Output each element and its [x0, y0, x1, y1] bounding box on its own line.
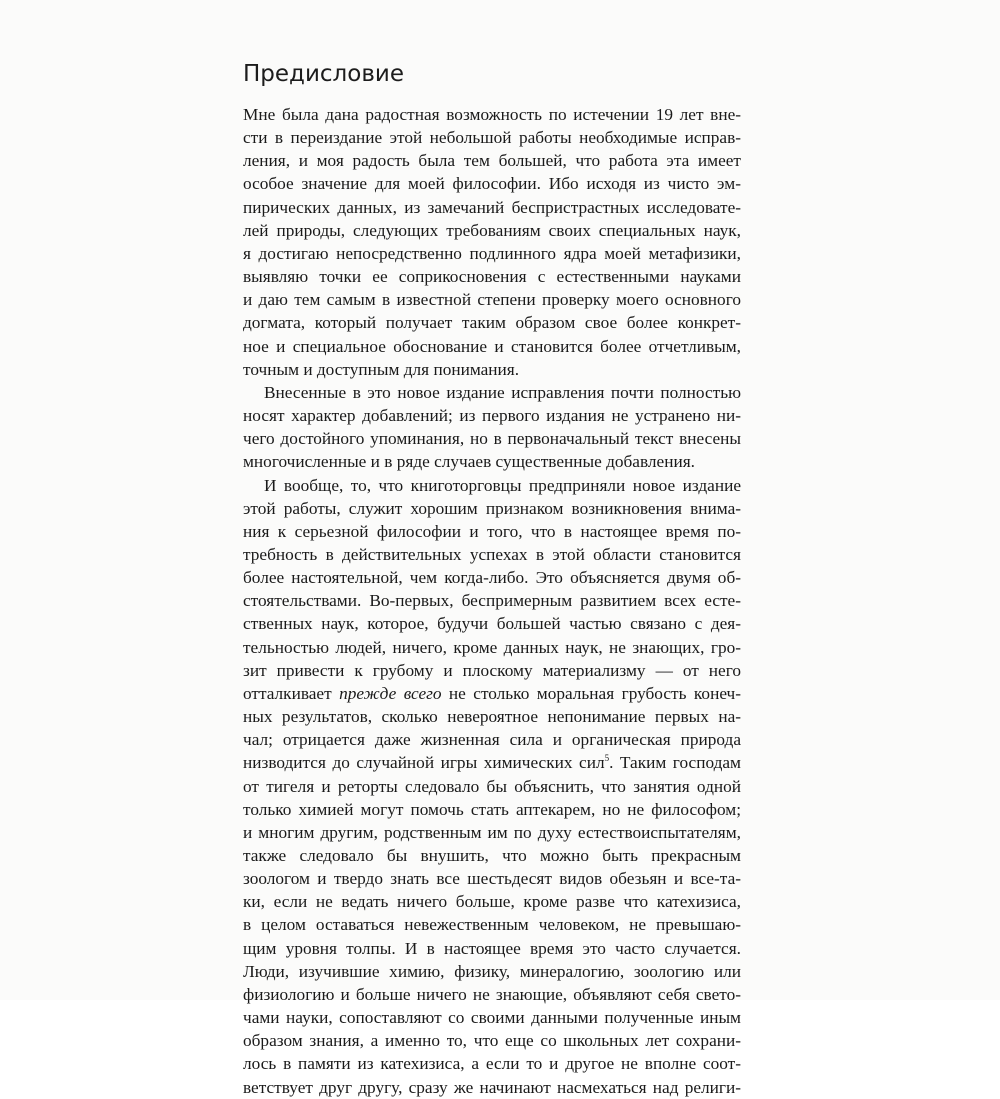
text-line: физиологию и больше ничего не знающие, объявляют себя свето- [243, 984, 741, 1004]
text-line: стоятельствами. Во-первых, беспримерным развитием всех есте- [243, 591, 741, 611]
text-line: ления, и моя радость была тем большей, что работа эта имеет [243, 151, 741, 171]
text-line: в целом оставаться невежественным человеком, не превышаю- [243, 915, 741, 935]
text-line: особое значение для моей философии. Ибо исходя из чисто эм- [243, 174, 741, 194]
chapter-heading: Предисловие [243, 61, 404, 87]
text-line: ных результатов, сколько невероятное непонимание первых на- [243, 707, 741, 727]
text-line: ки, если не ведать ничего больше, кроме разве что катехизиса, [243, 892, 741, 912]
text-line: лей природы, следующих требованиям своих специальных наук, [243, 220, 741, 240]
text-line: и даю тем самым в известной степени проверку моего основного [243, 290, 741, 310]
text-line: И вообще, то, что книготорговцы предприняли новое издание [264, 475, 741, 495]
text-line: также следовало бы внушить, что можно быть прекрасным [243, 846, 741, 865]
text-line: отталкивает прежде всего не столько моральная грубость конеч- [243, 683, 741, 703]
text-line: ное и специальное обоснование и становится более отчетливым, [243, 336, 741, 356]
text-line: ственных наук, которое, будучи большей частью связано с дея- [243, 614, 741, 634]
footnote-marker[interactable]: 5 [604, 753, 610, 764]
text-line: Мне была дана радостная возможность по истечении 19 лет вне- [243, 105, 741, 124]
text-line: многочисленные и в ряде случаев существенные добавления. [243, 452, 695, 472]
text-line: я достигаю непосредственно подлинного ядра моей метафизики, [243, 243, 741, 263]
text-line: чами науки, сопоставляют со своими данными полученные иным [243, 1008, 741, 1028]
text-line: чал; отрицается даже жизненная сила и органическая природа [243, 730, 741, 750]
text-line: Внесенные в это новое издание исправления почти полностью [264, 382, 741, 402]
text-line: носят характер добавлений; из первого издания не устранено ни- [243, 406, 741, 426]
text-line: зоологом и твердо знать все шестьдесят видов обезьян и все-та- [243, 869, 741, 889]
text-line: догмата, который получает таким образом свое более конкрет- [243, 313, 741, 333]
italic-emphasis: прежде всего [339, 683, 442, 703]
text-line: лось в памяти из катехизиса, а если то и другое не вполне соот- [243, 1054, 741, 1074]
text-line: зит привести к грубому и плоскому материализму — от него [243, 660, 741, 680]
body-text [243, 103, 741, 1099]
text-line: Люди, изучившие химию, физику, минералогию, зоологию или [243, 961, 741, 981]
text-line: ния к серьезной философии и того, что в настоящее время по- [243, 521, 741, 541]
text-line: требность в действительных успехах в этой области становится [243, 544, 741, 564]
text-line: этой работы, служит хорошим признаком возникновения внима- [243, 498, 741, 518]
text-line: только химией могут помочь стать аптекарем, но не философом; [243, 799, 741, 819]
text-line: от тигеля и реторты следовало бы объяснить, что занятия одной [243, 776, 741, 796]
text-line: пирических данных, из замечаний беспристрастных исследовате- [243, 197, 741, 217]
text-line: низводится до случайной игры химических сил$^5$. Таким господам [243, 753, 741, 773]
text-line: тельностью людей, ничего, кроме данных наук, не знающих, гро- [243, 637, 741, 657]
text-line: точным и доступным для понимания. [243, 359, 520, 379]
text-line: и многим другим, родственным им по духу естествоиспытателям, [243, 822, 741, 842]
text-line: ветствует друг другу, сразу же начинают насмехаться над религи- [243, 1077, 741, 1097]
text-line: чего достойного упоминания, но в первоначальный текст внесены [243, 429, 741, 449]
text-line: сти в переиздание этой небольшой работы необходимые исправ- [243, 128, 741, 148]
text-line: щим уровня толпы. И в настоящее время это часто случается. [243, 938, 741, 958]
text-line: выявляю точки ее соприкосновения с естественными науками [243, 267, 741, 287]
text-line: более настоятельной, чем когда-либо. Это объясняется двумя об- [243, 568, 741, 588]
text-line: образом знания, а именно то, что еще со школьных лет сохрани- [243, 1031, 741, 1051]
